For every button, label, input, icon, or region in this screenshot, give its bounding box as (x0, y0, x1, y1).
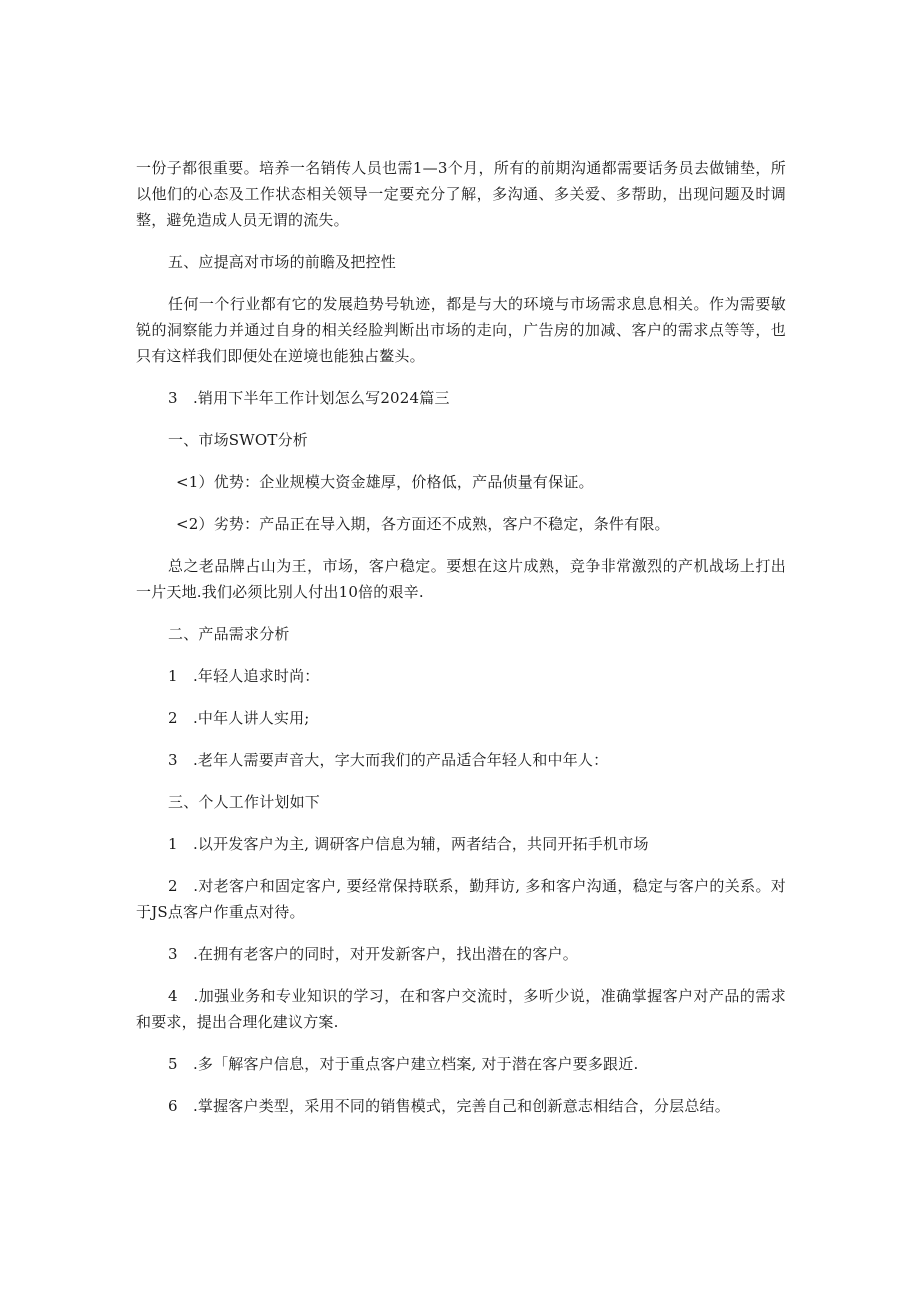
section-heading-5: 五、应提高对市场的前瞻及把控性 (168, 253, 397, 271)
swot-weakness: <2）劣势：产品正在导入期，各方面还不成熟，客户不稳定，条件有限。 (176, 515, 670, 533)
paragraph-market-trend: 任何一个行业都有它的发展趋势号轨迹，都是与大的环境与市场需求息息相关。作为需要敏锐的洞察能力并通过自身的相关经脸判断出市场的走向，广告房的加减、客户的需求点等等，也只有这样我们即便处在逆境也能独占鳌头。 (136, 295, 786, 365)
section-heading-1: 一、市场SWOT分析 (168, 431, 308, 449)
demand-item-1: 1 .年轻人追求时尚： (168, 667, 320, 685)
section-heading-2: 二、产品需求分析 (168, 625, 290, 643)
plan-item-2: 2 .对老客户和固定客户, 要经常保持联系，勤拜访, 多和客户沟通，稳定与客户的关系。对于JS点客户作重点对待。 (136, 877, 786, 921)
demand-item-2: 2 .中年人讲人实用; (168, 709, 310, 727)
plan-item-6: 6 .掌握客户类型，采用不同的销售模式，完善自己和创新意志相结合，分层总结。 (168, 1097, 730, 1115)
part-title: 3 .销用下半年工作计划怎么写2024篇三 (168, 389, 450, 407)
plan-item-4: 4 .加强业务和专业知识的学习，在和客户交流时，多听少说，准确掌握客户对产品的需求和要求，提出合理化建议方案. (136, 987, 786, 1031)
plan-item-1: 1 .以开发客户为主, 调研客户信息为辅，两者结合，共同开拓手机市场 (168, 835, 649, 853)
plan-item-5: 5 .多「解客户信息，对于重点客户建立档案, 对于潜在客户要多跟近. (168, 1055, 639, 1073)
paragraph-summary: 总之老品牌占山为王，市场，客户稳定。要想在这片成熟，竞争非常激烈的产机战场上打出一片天地.我们必须比别人付出10倍的艰辛. (136, 557, 786, 601)
swot-strength: <1）优势：企业规模大资金雄厚，价格低，产品侦量有保证。 (176, 473, 594, 491)
demand-item-3: 3 .老年人需要声音大，字大而我们的产品适合年轻人和中年人： (168, 751, 609, 769)
document-body (136, 155, 786, 1135)
paragraph-continuation: 一份子都很重要。培养一名销传人员也需1—3个月，所有的前期沟通都需要话务员去做铺垫，所以他们的心态及工作状态相关领导一定要充分了解，多沟通、多关爱、多帮助，出现问题及时调整，避免造成人员无谓的流失。 (136, 159, 786, 229)
plan-item-3: 3 .在拥有老客户的同时，对开发新客户，找出潜在的客户。 (168, 945, 578, 963)
section-heading-3: 三、个人工作计划如下 (168, 793, 321, 811)
